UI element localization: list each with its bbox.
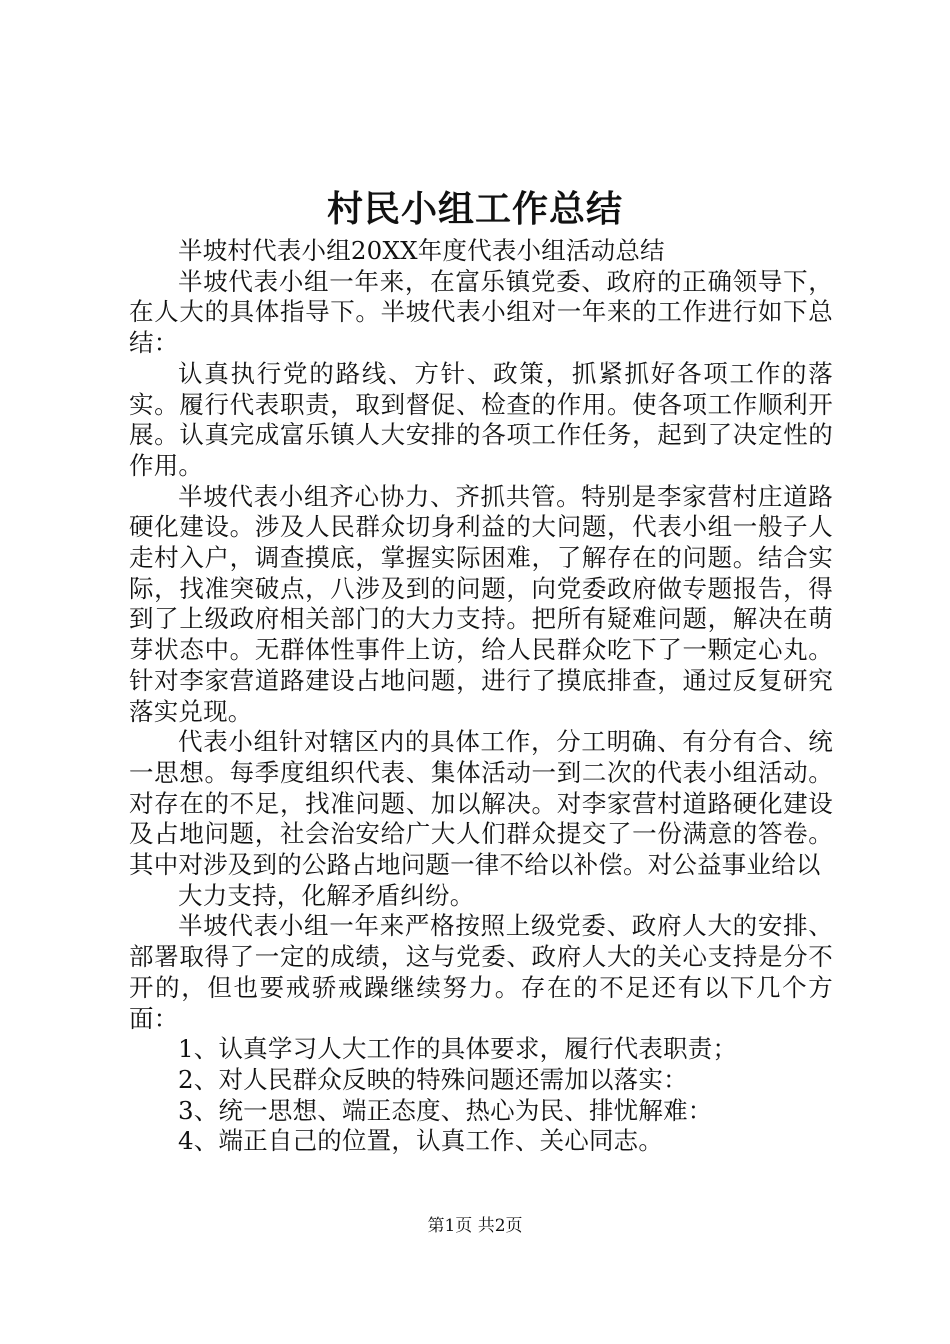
list-item: 2、对人民群众反映的特殊问题还需加以落实： <box>178 1064 688 1094</box>
list-item: 4、端正自己的位置，认真工作、关心同志。 <box>178 1126 664 1156</box>
list-item: 1、认真学习人大工作的具体要求，履行代表职责； <box>178 1034 738 1064</box>
body-paragraph: 大力支持，化解矛盾纠纷。 <box>178 880 475 910</box>
body-paragraph: 半坡代表小组一年来，在富乐镇党委、政府的正确领导下，在人大的具体指导下。半坡代表小组对一年来的工作进行如下总结： <box>129 266 833 358</box>
document-body <box>129 236 833 1157</box>
body-paragraph: 代表小组针对辖区内的具体工作，分工明确、有分有合、统一思想。每季度组织代表、集体活动一到二次的代表小组活动。对存在的不足，找准问题、加以解决。对李家营村道路硬化建设及占地问题，社会治安给广大人们群众提交了一份满意的答卷。其中对涉及到的公路占地问题一律不给以补偿。对公益事业给以 <box>129 727 833 880</box>
list-item: 3、统一思想、端正态度、热心为民、排忧解难： <box>178 1095 713 1125</box>
body-paragraph: 半坡代表小组齐心协力、齐抓共管。特别是李家营村庄道路硬化建设。涉及人民群众切身利益的大问题，代表小组一般子人走村入户，调查摸底，掌握实际困难，了解存在的问题。结合实际，找准突破点，八涉及到的问题，向党委政府做专题报告，得到了上级政府相关部门的大力支持。把所有疑难问题，解决在萌芽状态中。无群体性事件上访，给人民群众吃下了一颗定心丸。针对李家营道路建设占地问题，进行了摸底排查，通过反复研究落实兑现。 <box>129 481 833 726</box>
body-paragraph: 半坡代表小组一年来严格按照上级党委、政府人大的安排、部署取得了一定的成绩，这与党委、政府人大的关心支持是分不开的，但也要戒骄戒躁继续努力。存在的不足还有以下几个方面： <box>129 911 833 1033</box>
subtitle-paragraph: 半坡村代表小组20XX年度代表小组活动总结 <box>178 236 665 265</box>
body-paragraph: 认真执行党的路线、方针、政策，抓紧抓好各项工作的落实。履行代表职责，取到督促、检查的作用。使各项工作顺利开展。认真完成富乐镇人大安排的各项工作任务，起到了决定性的作用。 <box>129 358 833 480</box>
document-title: 村民小组工作总结 <box>326 188 623 230</box>
page-number-footer: 第1页 共2页 <box>427 1216 523 1236</box>
